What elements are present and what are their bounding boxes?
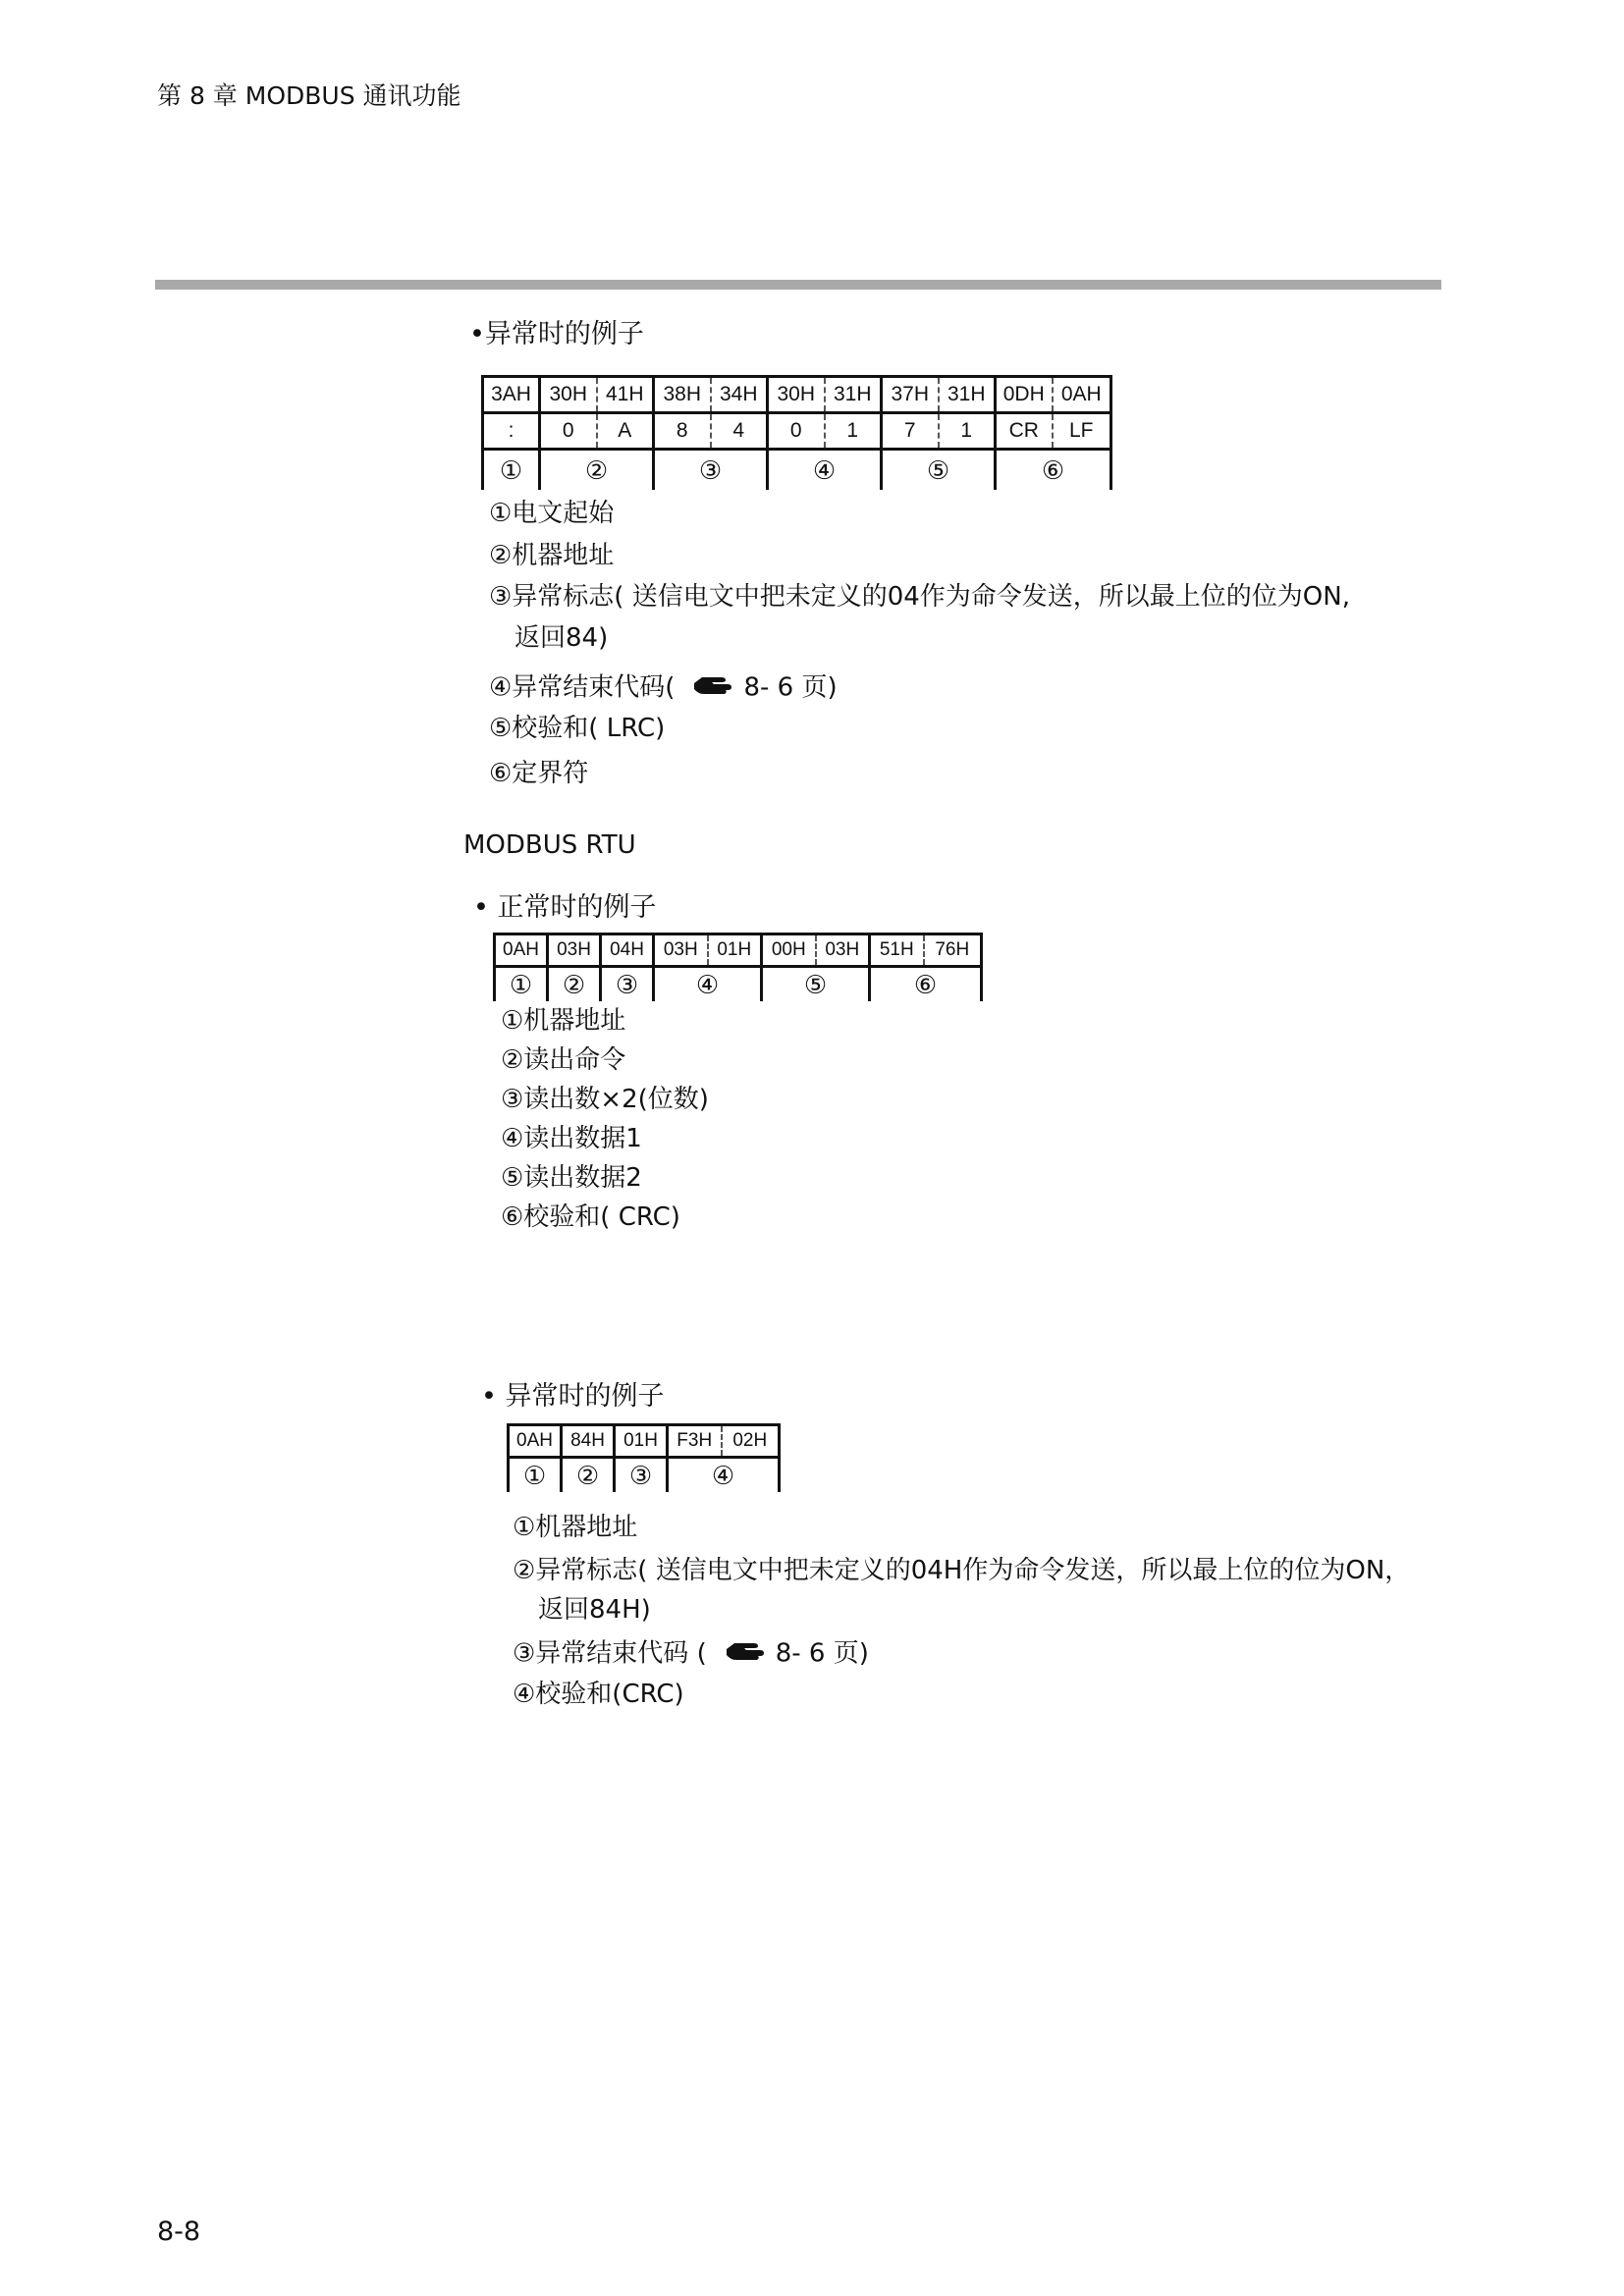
field-mark: ⑤ [882,450,996,491]
list-item: ③读出数×2(位数) [501,1085,709,1114]
list-item: ⑤校验和( LRC) [489,714,666,743]
hex-cell: 30H [768,377,825,413]
field-mark: ③ [654,450,768,491]
section-heading: MODBUS RTU [463,830,636,860]
list-item: ①机器地址 [501,1006,626,1036]
ascii-char-row [483,413,1111,450]
hex-cell: 01H [615,1425,668,1458]
char-cell: 4 [711,413,768,450]
hex-cell: 34H [711,377,768,413]
rtu-error-title: • 异常时的例子 [481,1381,665,1412]
hex-cell: 03H [816,934,870,967]
page-number: 8-8 [157,2216,201,2247]
rtu-error-frame [507,1423,781,1492]
ascii-hex-row [483,377,1111,413]
hex-cell: 31H [825,377,882,413]
char-cell: 0 [768,413,825,450]
field-mark: ① [495,967,548,1002]
list-item: ④读出数据1 [501,1124,642,1153]
char-cell: : [483,413,540,450]
hex-cell: 0AH [495,934,548,967]
field-mark: ② [540,450,654,491]
hex-cell: 84H [562,1425,615,1458]
hex-cell: 76H [924,934,982,967]
hex-cell: 38H [654,377,711,413]
field-mark: ④ [668,1458,780,1493]
field-mark: ② [562,1458,615,1493]
field-mark: ③ [615,1458,668,1493]
field-mark: ⑥ [870,967,982,1002]
list-item [513,1637,869,1671]
hex-cell: F3H [668,1425,722,1458]
char-cell: CR [996,413,1053,450]
chapter-header: 第 8 章 MODBUS 通讯功能 [157,81,461,110]
list-item: 返回84) [514,623,609,653]
hex-cell: 03H [654,934,708,967]
hex-cell: 02H [722,1425,780,1458]
char-cell: A [597,413,654,450]
rtu-normal-title: • 正常时的例子 [473,892,657,923]
hex-cell: 0DH [996,377,1053,413]
field-mark: ④ [654,967,762,1002]
char-cell: 0 [540,413,597,450]
rtu-normal-frame [493,933,983,1001]
hex-cell: 01H [708,934,762,967]
list-item-text: ④异常结束代码( [489,672,676,703]
ascii-error-frame [481,375,1112,490]
list-item: ②异常标志( 送信电文中把未定义的04H作为命令发送，所以最上位的位为ON， [513,1556,1411,1585]
header-rule [155,280,1441,290]
hex-cell: 03H [548,934,601,967]
field-mark: ④ [768,450,882,491]
char-cell: 1 [939,413,996,450]
char-cell: LF [1053,413,1111,450]
hex-cell: 37H [882,377,939,413]
rtu-error-mark-row [509,1458,780,1493]
char-cell: 7 [882,413,939,450]
field-mark: ⑤ [762,967,870,1002]
hex-cell: 30H [540,377,597,413]
list-item: ①电文起始 [489,499,615,528]
ascii-error-title: •异常时的例子 [469,319,644,349]
hex-cell: 31H [939,377,996,413]
hex-cell: 41H [597,377,654,413]
page-reference: 8- 6 页) [775,1638,869,1669]
list-item: ⑥校验和( CRC) [501,1202,680,1232]
rtu-hex-row [495,934,982,967]
list-item: ⑤读出数据2 [501,1163,642,1193]
list-item-text: ③异常结束代码 ( [513,1638,707,1669]
char-cell: 8 [654,413,711,450]
hex-cell: 0AH [509,1425,562,1458]
char-cell: 1 [825,413,882,450]
list-item: ④校验和(CRC) [513,1680,684,1709]
list-item: ②机器地址 [489,541,615,570]
field-mark: ③ [601,967,654,1002]
list-item: 返回84H) [538,1595,651,1625]
list-item: ①机器地址 [513,1513,638,1542]
list-item [489,671,838,705]
field-mark: ① [483,450,540,491]
list-item: ⑥定界符 [489,759,589,788]
rtu-mark-row [495,967,982,1002]
field-mark: ② [548,967,601,1002]
rtu-error-hex-row [509,1425,780,1458]
hex-cell: 00H [762,934,816,967]
field-mark: ① [509,1458,562,1493]
hex-cell: 0AH [1053,377,1111,413]
list-item: ②读出命令 [501,1045,626,1075]
pointing-hand-icon [725,1637,768,1671]
pointing-hand-icon [692,671,735,705]
hex-cell: 3AH [483,377,540,413]
hex-cell: 51H [870,934,924,967]
field-mark: ⑥ [996,450,1111,491]
hex-cell: 04H [601,934,654,967]
ascii-mark-row [483,450,1111,491]
page-reference: 8- 6 页) [743,672,838,703]
list-item: ③异常标志( 送信电文中把未定义的04作为命令发送，所以最上位的位为ON, [489,582,1350,612]
